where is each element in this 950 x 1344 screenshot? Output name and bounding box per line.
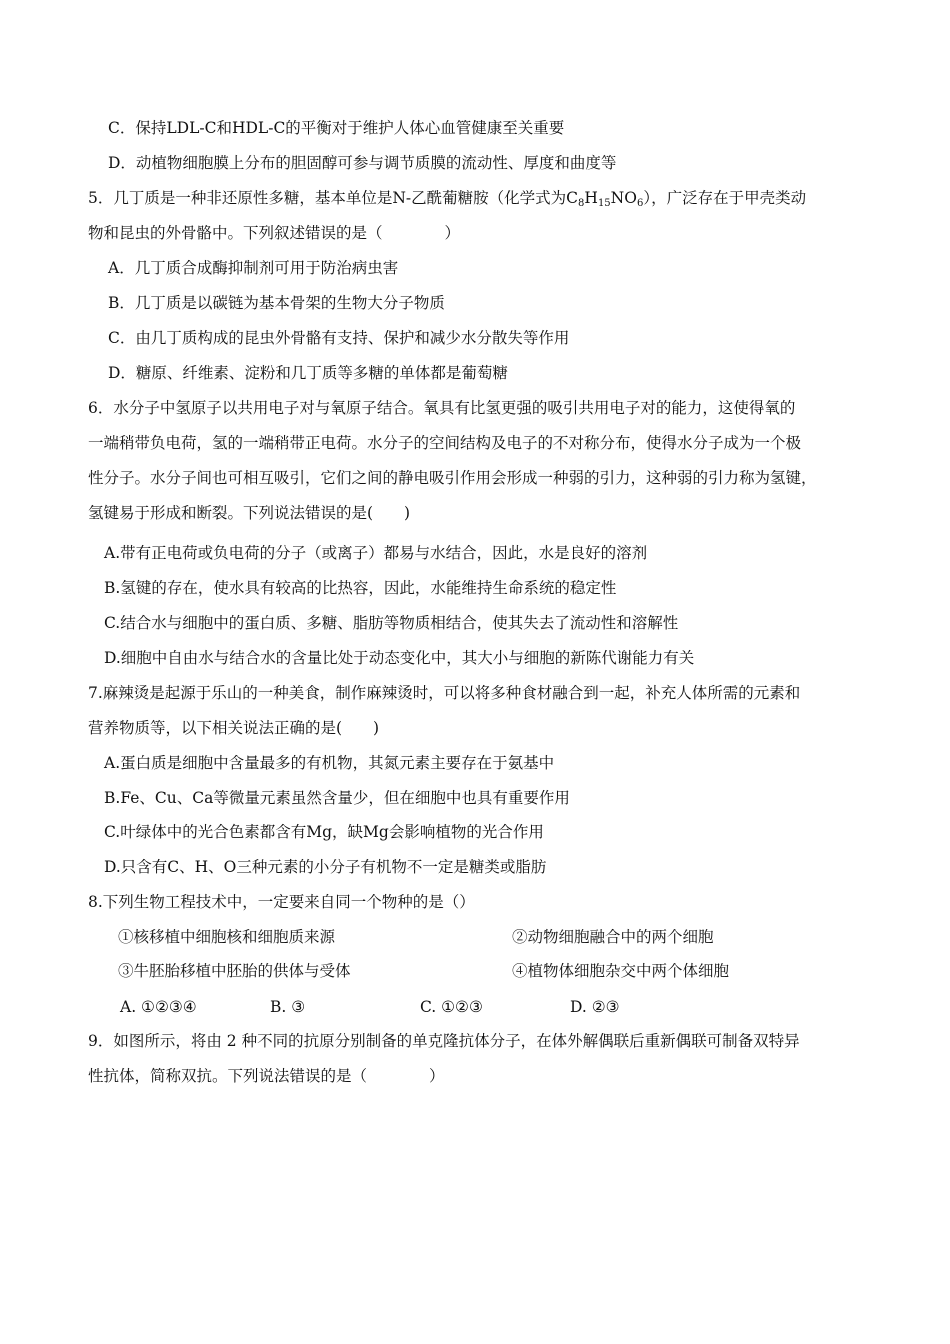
q6-stem-line2: 一端稍带负电荷，氢的一端稍带正电荷。水分子的空间结构及电子的不对称分布，使得水分子成为一个极 [88,434,802,452]
q4-option-c: C．保持LDL-C和HDL-C的平衡对于维护人体心血管健康至关重要 [108,119,565,137]
q7-stem-line1: 7.麻辣烫是起源于乐山的一种美食，制作麻辣烫时，可以将多种食材融合到一起，补充人体所需的元素和 [88,684,801,702]
q5-sub-15: 15 [597,198,611,209]
q8-item-3: ③牛胚胎移植中胚胎的供体与受体 [118,962,351,980]
q5-stem-post: ），广泛存在于甲壳类动 [643,189,807,207]
q5-sub-8: 8 [578,198,585,209]
q7-stem-line2: 营养物质等，以下相关说法正确的是( ) [88,719,380,737]
q5-stem-line2: 物和昆虫的外骨骼中。下列叙述错误的是（ ） [88,224,461,242]
q7-option-a: A.蛋白质是细胞中含量最多的有机物，其氮元素主要存在于氨基中 [104,754,555,772]
q8-option-c: C. ①②③ [420,998,483,1016]
q5-stem-pre: 5．几丁质是一种非还原性多糖，基本单位是N-乙酰葡糖胺（化学式为C [88,189,579,207]
q5-sub-6: 6 [636,198,644,209]
q6-option-a: A.带有正电荷或负电荷的分子（或离子）都易与水结合，因此，水是良好的溶剂 [104,544,648,562]
q5-h: H [584,189,598,207]
q9-stem-line1: 9．如图所示，将由 2 种不同的抗原分别制备的单克隆抗体分子，在体外解偶联后重新偶联可制备双特异 [88,1032,800,1050]
q6-stem-line3: 性分子。水分子间也可相互吸引，它们之间的静电吸引作用会形成一种弱的引力，这种弱的引力称为氢键， [88,469,817,487]
q8-item-4: ④植物体细胞杂交中两个体细胞 [512,962,730,980]
q8-option-b: B. ③ [270,998,306,1016]
q6-stem-line4: 氢键易于形成和断裂。下列说法错误的是( ) [88,504,411,522]
q8-stem: 8.下列生物工程技术中，一定要来自同一个物种的是（） [88,893,475,911]
q5-option-c: C．由几丁质构成的昆虫外骨骼有支持、保护和减少水分散失等作用 [108,329,570,347]
q5-no: NO [610,189,637,207]
q5-stem-line1 [88,188,806,208]
q6-option-b: B.氢键的存在，使水具有较高的比热容，因此，水能维持生命系统的稳定性 [104,579,617,597]
q6-option-c: C.结合水与细胞中的蛋白质、多糖、脂肪等物质相结合，使其失去了流动性和溶解性 [104,614,679,632]
q7-option-b: B.Fe、Cu、Ca等微量元素虽然含量少，但在细胞中也具有重要作用 [104,789,570,807]
q5-option-a: A．几丁质合成酶抑制剂可用于防治病虫害 [108,259,399,277]
q5-option-b: B．几丁质是以碳链为基本骨架的生物大分子物质 [108,294,445,312]
q8-item-2: ②动物细胞融合中的两个细胞 [512,928,714,946]
q9-stem-line2: 性抗体，简称双抗。下列说法错误的是（ ） [88,1067,445,1085]
q8-option-a: A. ①②③④ [120,998,197,1016]
q4-option-d: D．动植物细胞膜上分布的胆固醇可参与调节质膜的流动性、厚度和曲度等 [108,154,617,172]
q6-stem-line1: 6．水分子中氢原子以共用电子对与氧原子结合。氧具有比氢更强的吸引共用电子对的能力，这使得氧的 [88,399,796,417]
q8-option-d: D. ②③ [570,998,620,1016]
q6-option-d: D.细胞中自由水与结合水的含量比处于动态变化中，其大小与细胞的新陈代谢能力有关 [104,649,695,667]
q7-option-d: D.只含有C、H、O三种元素的小分子有机物不一定是糖类或脂肪 [104,858,547,876]
q7-option-c: C.叶绿体中的光合色素都含有Mg，缺Mg会影响植物的光合作用 [104,823,544,841]
q8-item-1: ①核移植中细胞核和细胞质来源 [118,928,336,946]
q5-option-d: D．糖原、纤维素、淀粉和几丁质等多糖的单体都是葡萄糖 [108,364,508,382]
